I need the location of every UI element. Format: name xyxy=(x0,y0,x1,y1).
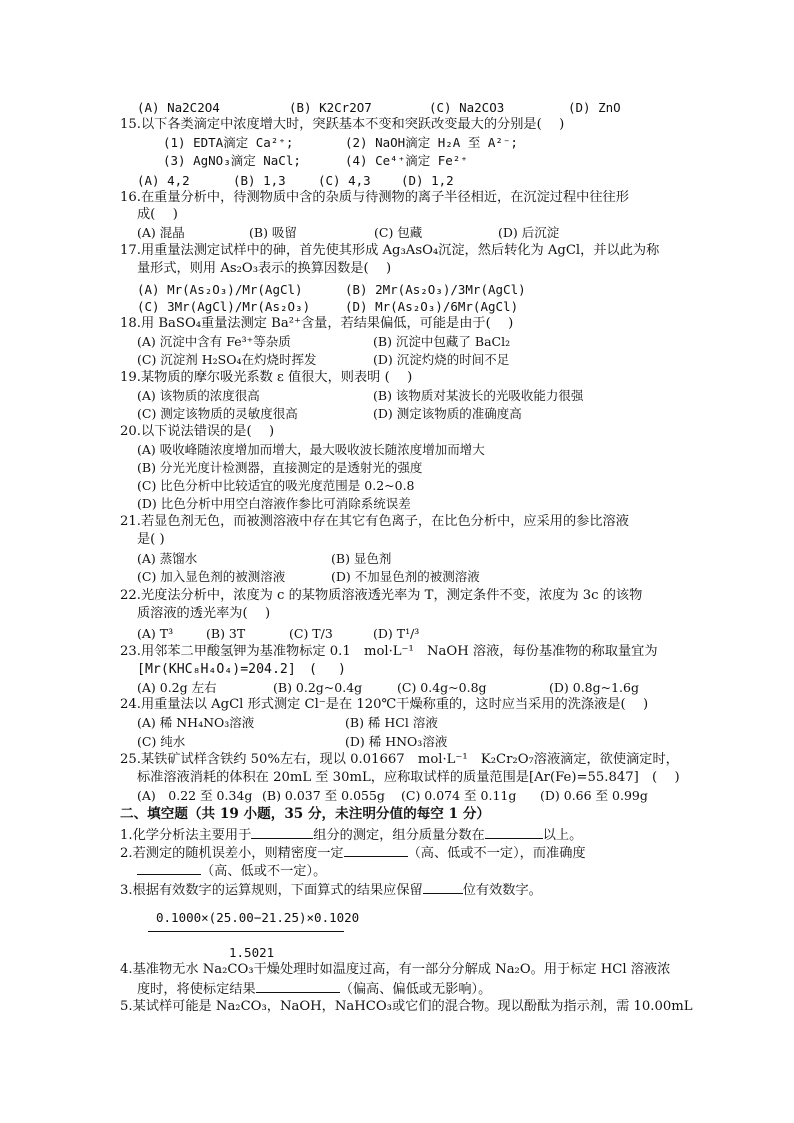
q22-option-c: (C) T/3 xyxy=(289,626,333,641)
q15-stem: 15.以下各类滴定中浓度增大时，突跃基本不变和突跃改变最大的分别是( ) xyxy=(120,117,565,132)
q15-case-3: (3) AgNO₃滴定 NaCl; xyxy=(163,153,301,168)
fill-3-suffix: 位有效数字。 xyxy=(462,883,542,898)
q16-option-d: (D) 后沉淀 xyxy=(498,225,560,240)
q24-option-c: (C) 纯水 xyxy=(137,734,186,749)
q21-option-a: (A) 蒸馏水 xyxy=(137,551,198,566)
fill-5-line1: 5.某试样可能是 Na₂CO₃，NaOH，NaHCO₃或它们的混合物。现以酚酞为指示剂，需 10.00mL xyxy=(120,999,693,1014)
q21-stem-line2: 是( ) xyxy=(137,532,165,547)
q17-stem-line2: 量形式，则用 As₂O₃表示的换算因数是( ) xyxy=(137,261,392,276)
fill-1 xyxy=(120,825,582,844)
fill-3-numerator: 0.1000×(25.00−21.25)×0.1020 xyxy=(156,910,360,925)
q17-stem-line1: 17.用重量法测定试样中的砷，首先使其形成 Ag₃AsO₄沉淀，然后转化为 AgCl，并以此为称 xyxy=(120,243,660,258)
q24-stem: 24.用重量法以 AgCl 形式测定 Cl⁻是在 120℃干燥称重的，这时应当采用的洗涤液是( ) xyxy=(120,697,649,712)
q19-option-c: (C) 测定该物质的灵敏度很高 xyxy=(137,406,298,421)
q15-case-1: (1) EDTA滴定 Ca²⁺; xyxy=(163,135,294,150)
q17-option-d: (D) Mr(As₂O₃)/6Mr(AgCl) xyxy=(345,299,519,314)
q25-option-b: (B) 0.037 至 0.055g xyxy=(262,788,385,803)
q22-option-d: (D) T¹/³ xyxy=(373,626,420,641)
fill-3-blank[interactable] xyxy=(423,880,463,894)
q15-case-2: (2) NaOH滴定 H₂A 至 A²⁻; xyxy=(345,135,518,150)
fill-2-blank-1[interactable] xyxy=(344,843,408,857)
q23-option-c: (C) 0.4g~0.8g xyxy=(397,680,487,695)
q25-option-d: (D) 0.66 至 0.99g xyxy=(540,788,648,803)
fill-1-blank-2[interactable] xyxy=(485,825,543,839)
q25-stem-line1: 25.某铁矿试样含铁约 50%左右，现以 0.01667 mol·L⁻¹ K₂Cr₂O₇溶液滴定，欲使滴定时， xyxy=(120,752,679,767)
q24-option-a: (A) 稀 NH₄NO₃溶液 xyxy=(137,715,255,730)
q18-option-c: (C) 沉淀剂 H₂SO₄在灼烧时挥发 xyxy=(137,352,317,367)
q25-option-c: (C) 0.074 至 0.11g xyxy=(401,788,517,803)
q23-option-d: (D) 0.8g~1.6g xyxy=(549,680,639,695)
q24-option-b: (B) 稀 HCl 溶液 xyxy=(345,715,438,730)
fill-1-suffix: 以上。 xyxy=(542,828,583,843)
fill-2-line1 xyxy=(120,843,586,862)
q16-option-a: (A) 混晶 xyxy=(137,225,185,240)
q19-option-b: (B) 该物质对某波长的光吸收能力很强 xyxy=(373,388,584,403)
fill-1-prefix: 1.化学分析法主要用于 xyxy=(120,828,252,843)
q20-option-d: (D) 比色分析中用空白溶液作参比可消除系统误差 xyxy=(137,496,411,511)
fill-3-denominator: 1.5021 xyxy=(229,945,275,960)
q18-option-d: (D) 沉淀灼烧的时间不足 xyxy=(373,352,510,367)
fill-4-line2 xyxy=(137,979,491,998)
q20-option-c: (C) 比色分析中比较适宜的吸光度范围是 0.2~0.8 xyxy=(137,478,415,493)
q23-stem-line2: [Mr(KHC₈H₄O₄)=204.2] ( ) xyxy=(137,662,346,677)
q18-option-b: (B) 沉淀中包藏了 BaCl₂ xyxy=(373,334,511,349)
fill-4-line2-prefix: 度时，将使标定结果 xyxy=(137,982,256,997)
fill-4-blank[interactable] xyxy=(256,979,340,993)
q15-option-c: (C) 4,3 xyxy=(318,173,371,188)
section-2-heading: 二、填空题（共 19 小题，35 分，未注明分值的每空 1 分） xyxy=(120,806,491,822)
fill-4-line2-suffix: （偏高、偏低或无影响）。 xyxy=(339,982,492,997)
q14-option-a: (A) Na2C2O4 xyxy=(137,100,220,115)
fill-1-middle: 组分的测定，组分质量分数在 xyxy=(313,828,485,843)
q21-option-b: (B) 显色剂 xyxy=(331,551,392,566)
q17-option-a: (A) Mr(As₂O₃)/Mr(AgCl) xyxy=(137,282,303,297)
q15-option-d: (D) 1,2 xyxy=(401,173,454,188)
q22-stem-line1: 22.光度法分析中，浓度为 c 的某物质溶液透光率为 T，测定条件不变，浓度为 3c 的该物 xyxy=(120,588,643,603)
q16-option-c: (C) 包藏 xyxy=(374,225,423,240)
fill-2-prefix: 2.若测定的随机误差小，则精密度一定 xyxy=(120,846,344,861)
q17-option-c: (C) 3Mr(AgCl)/Mr(As₂O₃) xyxy=(137,299,311,314)
q23-option-b: (B) 0.2g~0.4g xyxy=(273,680,363,695)
q14-option-b: (B) K2Cr2O7 xyxy=(289,100,372,115)
q15-option-a: (A) 4,2 xyxy=(137,173,190,188)
q24-option-d: (D) 稀 HNO₃溶液 xyxy=(345,734,448,749)
fill-2-middle: （高、低或不一定），而准确度 xyxy=(407,846,586,861)
q20-option-b: (B) 分光光度计检测器，直接测定的是透射光的强度 xyxy=(137,460,423,475)
q17-option-b: (B) 2Mr(As₂O₃)/3Mr(AgCl) xyxy=(345,282,526,297)
q19-stem: 19.某物质的摩尔吸光系数 ε 值很大，则表明 ( ) xyxy=(120,370,413,385)
q15-case-4: (4) Ce⁴⁺滴定 Fe²⁺ xyxy=(345,153,468,168)
q25-option-a: (A) 0.22 至 0.34g xyxy=(137,788,253,803)
q25-stem-line2: 标准溶液消耗的体积在 20mL 至 30mL，应称取试样的质量范围是[Ar(Fe)=55.847] ( ) xyxy=(137,770,680,785)
q16-option-b: (B) 吸留 xyxy=(249,225,297,240)
q22-option-b: (B) 3T xyxy=(206,626,246,641)
q23-option-a: (A) 0.2g 左右 xyxy=(137,680,217,695)
q20-stem: 20.以下说法错误的是( ) xyxy=(120,424,275,439)
q19-option-a: (A) 该物质的浓度很高 xyxy=(137,388,260,403)
fill-1-blank-1[interactable] xyxy=(251,825,313,839)
q18-option-a: (A) 沉淀中含有 Fe³⁺等杂质 xyxy=(137,334,291,349)
q20-option-a: (A) 吸收峰随浓度增加而增大，最大吸收波长随浓度增加而增大 xyxy=(137,442,485,457)
fill-4-line1: 4.基准物无水 Na₂CO₃干燥处理时如温度过高，有一部分分解成 Na₂O。用于标定 HCl 溶液浓 xyxy=(120,962,671,977)
fill-2-suffix: （高、低或不一定）。 xyxy=(201,864,327,879)
q22-option-a: (A) T³ xyxy=(137,626,174,641)
fill-2-blank-2[interactable] xyxy=(137,861,201,875)
q15-option-b: (B) 1,3 xyxy=(233,173,286,188)
q16-stem-line1: 16.在重量分析中，待测物质中含的杂质与待测物的离子半径相近，在沉淀过程中往往形 xyxy=(120,190,629,205)
q19-option-d: (D) 测定该物质的准确度高 xyxy=(373,406,522,421)
fill-3-prefix: 3.根据有效数字的运算规则，下面算式的结果应保留 xyxy=(120,883,423,898)
fill-3 xyxy=(120,880,542,899)
q14-option-d: (D) ZnO xyxy=(568,100,621,115)
q16-stem-line2: 成( ) xyxy=(137,207,178,222)
q21-option-c: (C) 加入显色剂的被测溶液 xyxy=(137,569,286,584)
fill-3-fraction-bar xyxy=(148,931,344,932)
q23-stem-line1: 23.用邻苯二甲酸氢钾为基准物标定 0.1 mol·L⁻¹ NaOH 溶液，每份基准物的称取量宜为 xyxy=(120,644,658,659)
q14-option-c: (C) Na2CO3 xyxy=(429,100,505,115)
q21-option-d: (D) 不加显色剂的被测溶液 xyxy=(331,569,480,584)
q22-stem-line2: 质溶液的透光率为( ) xyxy=(137,606,271,621)
fill-2-line2 xyxy=(137,861,326,880)
q18-stem: 18.用 BaSO₄重量法测定 Ba²⁺含量，若结果偏低，可能是由于( ) xyxy=(120,316,514,331)
q21-stem-line1: 21.若显色剂无色，而被测溶液中存在其它有色离子，在比色分析中，应采用的参比溶液 xyxy=(120,514,629,529)
